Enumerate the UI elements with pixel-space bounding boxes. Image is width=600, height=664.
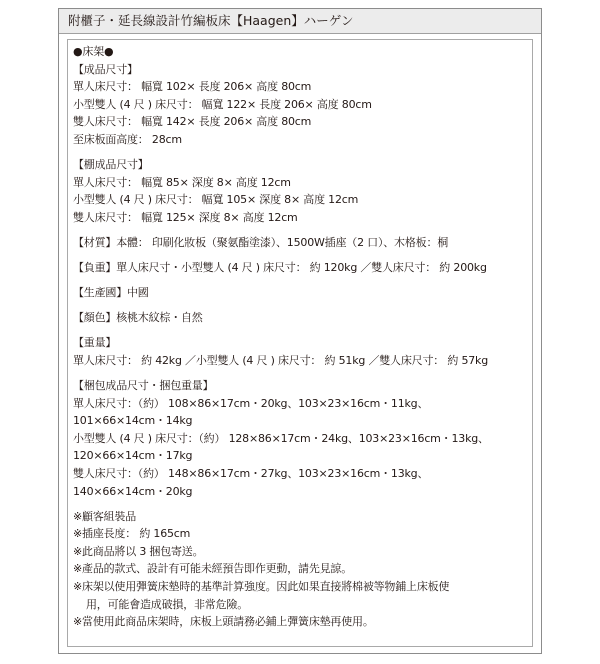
bed-frame-heading: ●床架●	[73, 45, 114, 58]
load-capacity: 【負重】單人床尺寸・小型雙人 (4 尺 ) 床尺寸： 約 120kg ／雙人床尺寸： 約 200kg	[73, 261, 487, 275]
package-single-1: 單人床尺寸：（約） 108×86×17cm・20kg、103×23×16cm・11kg、	[73, 396, 429, 410]
weight-label: 【重量】	[73, 336, 117, 350]
note-assembly: ※顧客組裝品	[73, 509, 137, 523]
size-single: 單人床尺寸： 幅寬 102× 長度 206× 高度 80cm	[73, 80, 312, 94]
shelf-size-semi-double: 小型雙人 (4 尺 ) 床尺寸： 幅寬 105× 深度 8× 高度 12cm	[73, 193, 359, 207]
note-shipping: ※此商品將以 3 捆包寄送。	[73, 544, 204, 558]
color-options: 【顏色】核桃木紋棕・自然	[73, 311, 203, 325]
shelf-size-label: 【棚成品尺寸】	[73, 158, 149, 172]
product-title: 附櫃子・延長線設計竹編板床【Haagen】ハーゲン	[59, 9, 541, 34]
country-of-origin: 【生產國】中國	[73, 286, 149, 300]
note-outlet-length: ※插座長度： 約 165cm	[73, 527, 191, 541]
note-strength-cont: 用，可能會造成破損，非常危險。	[86, 597, 248, 611]
note-strength: ※床架以使用彈簧床墊時的基準計算強度。因此如果直接將棉被等物鋪上床板使	[73, 580, 450, 594]
package-semi-double-1: 小型雙人 (4 尺 ) 床尺寸：（約） 128×86×17cm・24kg、103×23×16cm・13kg、	[73, 431, 489, 445]
spec-content	[67, 39, 533, 647]
shelf-size-double: 雙人床尺寸： 幅寬 125× 深度 8× 高度 12cm	[73, 210, 298, 224]
deck-height: 至床板面高度： 28cm	[73, 132, 182, 146]
package-double-2: 140×66×14cm・20kg	[73, 484, 193, 498]
material-info: 【材質】本體： 印刷化妝板（聚氨酯塗漆）、1500W插座（2 口）、木格板：桐	[73, 235, 449, 249]
spec-frame	[58, 8, 542, 654]
shelf-size-single: 單人床尺寸： 幅寬 85× 深度 8× 高度 12cm	[73, 175, 291, 189]
weight-values: 單人床尺寸： 約 42kg ／小型雙人 (4 尺 ) 床尺寸： 約 51kg ／雙人床尺寸： 約 57kg	[73, 353, 488, 367]
size-double: 雙人床尺寸： 幅寬 142× 長度 206× 高度 80cm	[73, 115, 312, 129]
package-semi-double-2: 120×66×14cm・17kg	[73, 449, 193, 463]
package-double-1: 雙人床尺寸：（約） 148×86×17cm・27kg、103×23×16cm・13kg、	[73, 466, 429, 480]
package-label: 【梱包成品尺寸・捆包重量】	[73, 379, 214, 392]
product-size-label: 【成品尺寸】	[73, 62, 138, 76]
note-design-change: ※產品的款式、設計有可能未經預告即作更動，請先見諒。	[73, 562, 353, 576]
size-semi-double: 小型雙人 (4 尺 ) 床尺寸： 幅寬 122× 長度 206× 高度 80cm	[73, 97, 372, 111]
package-single-2: 101×66×14cm・14kg	[73, 414, 193, 428]
note-mattress: ※當使用此商品床架時，床板上頭請務必鋪上彈簧床墊再使用。	[73, 615, 374, 629]
